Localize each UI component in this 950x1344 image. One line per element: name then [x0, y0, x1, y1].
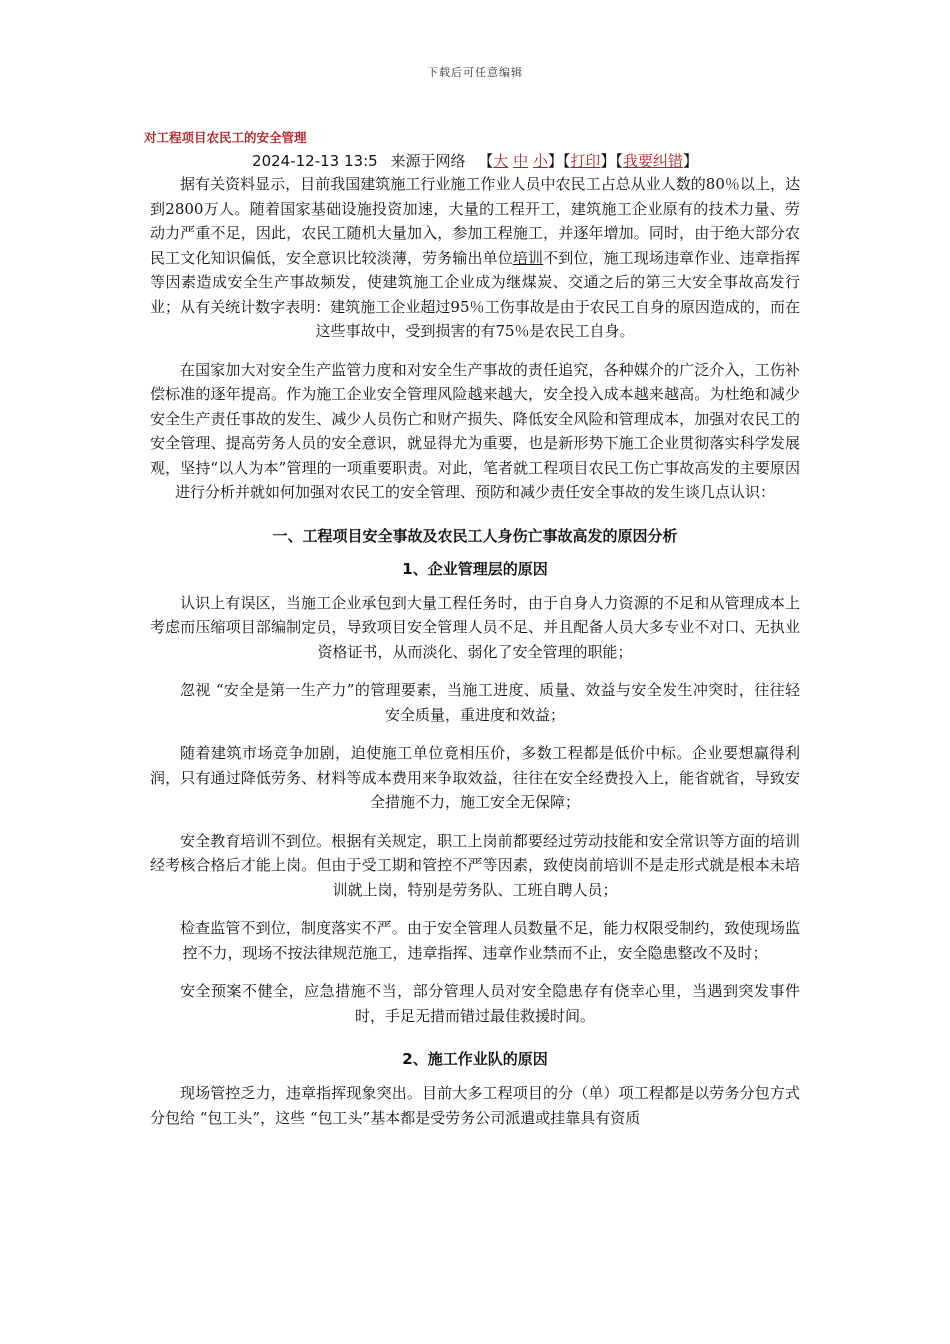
training-link[interactable]: 培训 — [512, 248, 544, 267]
paragraph: 现场管控乏力，违章指挥现象突出。目前大多工程项目的分（单）项工程都是以劳务分包方式分包给 “包工头”，这些 “包工头”基本都是受劳务公司派遣或挂靠具有资质 — [150, 1084, 800, 1127]
paragraph: 认识上有误区，当施工企业承包到大量工程任务时，由于自身人力资源的不足和从管理成本上考虑而压缩项目部编制定员，导致项目安全管理人员不足、并且配备人员大多专业不对口、无执业资格证书，从而淡化、弱化了安全管理的职能； — [150, 593, 800, 661]
paragraph: 安全预案不健全，应急措施不当，部分管理人员对安全隐患存有侥幸心里，当遇到突发事件时，手足无措而错过最佳救援时间。 — [180, 982, 800, 1025]
paragraph: 据有关资料显示，目前我国建筑施工行业施工作业人员中农民工占总从业人数的80％以上，达到2800万人。随着国家基础设施投资加速，大量的工程开工，建筑施工企业原有的技术力量、劳动力严重不足，因此，农民工随机大量加入，参加工程施工，并逐年增加。同时，由于绝大部分农民工文化知识偏低，安全意识比较淡薄，劳务输出单位培训不到位，施工现场违章作业、违章指挥等因素造成安全生产事故频发，使建筑施工企业成为继煤炭、交通之后的第三大安全事故高发行业；从有关统计数字表明：建筑施工企业超过95％工伤事故是由于农民工自身的原因造成的，而在这些事故中，受到损害的有75％是农民工自身。 — [150, 175, 800, 340]
article-title: 对工程项目农民工的安全管理 — [144, 130, 307, 145]
print-link[interactable]: 打印 — [570, 152, 601, 170]
paragraph: 随着建筑市场竞争加剧，迫使施工单位竟相压价，多数工程都是低价中标。企业要想赢得利润，只有通过降低劳务、材料等成本费用来争取效益，往往在安全经费投入上，能省就省，导致安全措施不力，施工安全无保障； — [150, 744, 800, 811]
paragraph: 检查监管不到位，制度落实不严。由于安全管理人员数量不足，能力权限受制约，致使现场监控不力，现场不按法律规范施工，违章指挥、违章作业禁而不止，安全隐患整改不及时； — [180, 919, 800, 962]
subsection-heading: 2、施工作业队的原因 — [402, 1050, 548, 1068]
section-heading: 一、工程项目安全事故及农民工人身伤亡事故高发的原因分析 — [272, 526, 678, 545]
subsection-heading: 1、企业管理层的原因 — [402, 559, 548, 578]
report-error-link[interactable]: 我要纠错 — [622, 152, 683, 170]
article-date: 2024-12-13 13:5 — [252, 152, 378, 170]
paragraph: 在国家加大对安全生产监管力度和对安全生产事故的责任追究，各种媒介的广泛介入，工伤补偿标准的逐年提高。作为施工企业安全管理风险越来越大，安全投入成本越来越高。为杜绝和减少安全生产责任事故的发生、减少人员伤亡和财产损失、降低安全风险和管理成本，加强对农民工的安全管理、提高劳务人员的安全意识，就显得尤为重要，也是新形势下施工企业贯彻落实科学发展观，坚持“以人为本”管理的一项重要职责。对此，笔者就工程项目农民工伤亡事故高发的主要原因进行分析并就如何加强对农民工的安全管理、预防和减少责任安全事故的发生谈几点认识： — [150, 360, 800, 501]
font-size-big-link[interactable]: 大 — [493, 152, 509, 170]
paragraph: 忽视 “安全是第一生产力”的管理要素，当施工进度、质量、效益与安全发生冲突时，往往轻安全质量，重进度和效益； — [180, 681, 800, 724]
article-source: 来源于网络 — [390, 152, 466, 170]
paragraph: 安全教育培训不到位。根据有关规定，职工上岗前都要经过劳动技能和安全常识等方面的培训经考核合格后才能上岗。但由于受工期和管控不严等因素，致使岗前培训不是走形式就是根本未培训就上岗，特别是劳务队、工班自聘人员； — [150, 831, 800, 899]
article-meta: 2024-12-13 13:5 来源于网络 【大 中 小】【打印】【我要纠错】 — [252, 152, 698, 170]
page-watermark: 下载后可任意编辑 — [427, 66, 523, 79]
font-size-mid-link[interactable]: 中 — [513, 152, 529, 170]
article-body — [150, 172, 800, 1130]
font-size-small-link[interactable]: 小 — [532, 152, 548, 170]
